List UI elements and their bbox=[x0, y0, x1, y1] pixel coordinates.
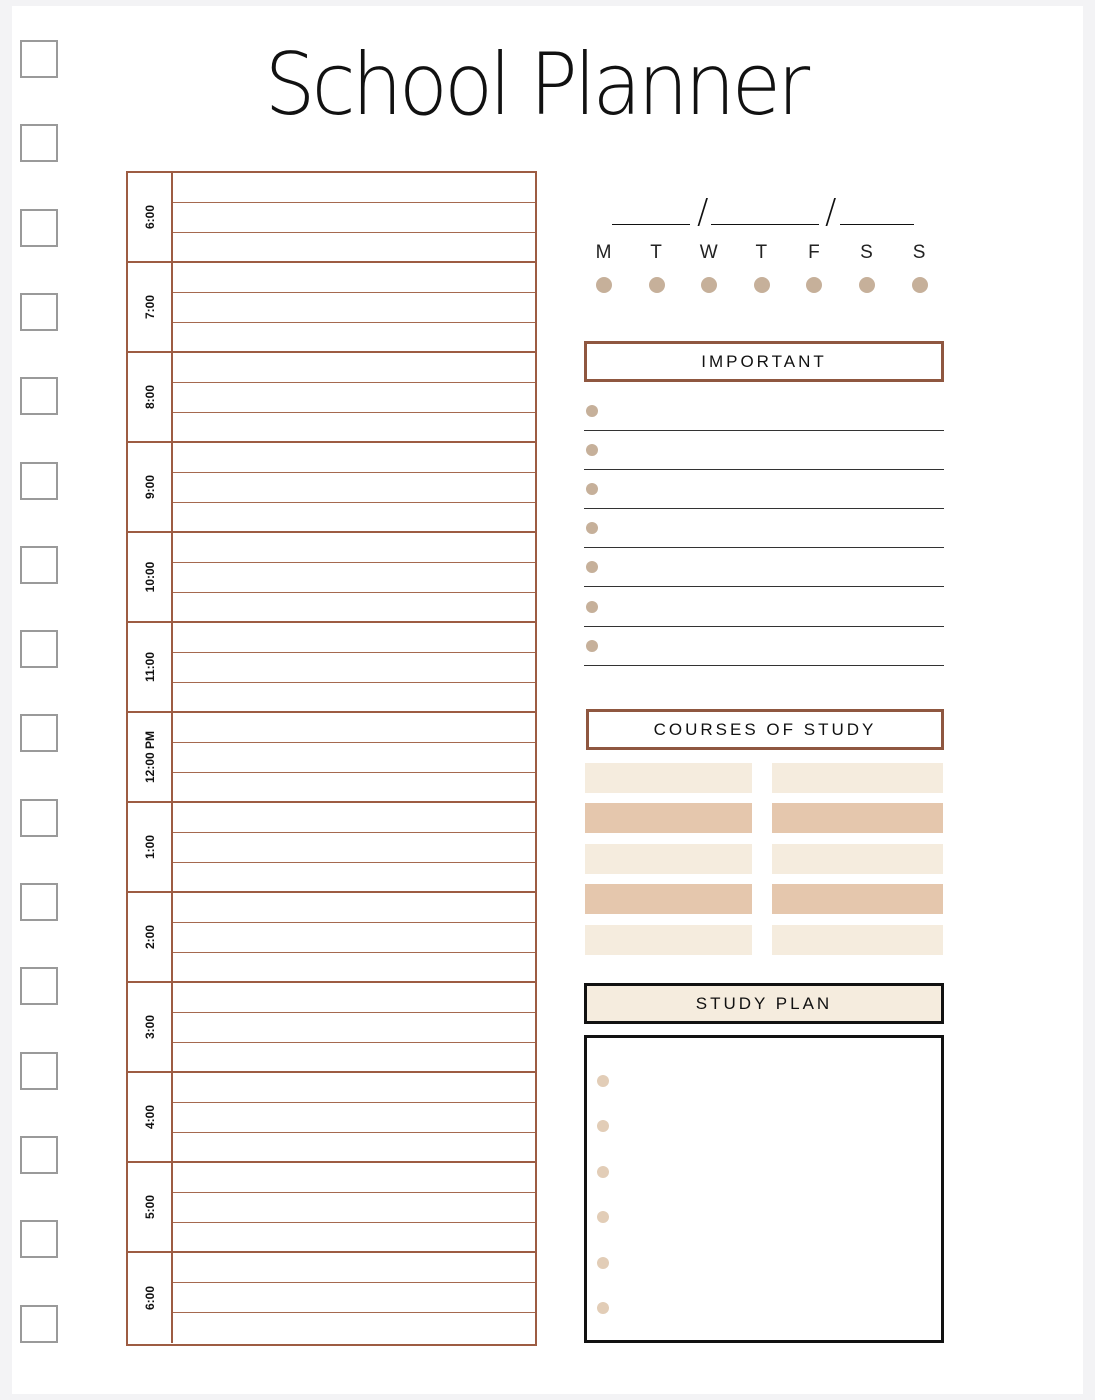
important-write-line[interactable] bbox=[584, 626, 944, 627]
time-label: 9:00 bbox=[142, 474, 157, 500]
time-label-cell bbox=[128, 1253, 173, 1343]
schedule-write-line[interactable] bbox=[173, 1192, 535, 1193]
time-label: 11:00 bbox=[142, 651, 157, 683]
binder-ring[interactable] bbox=[20, 546, 58, 584]
schedule-write-line[interactable] bbox=[173, 832, 535, 833]
schedule-write-line[interactable] bbox=[173, 1102, 535, 1103]
time-label-cell bbox=[128, 533, 173, 621]
schedule-write-line[interactable] bbox=[173, 322, 535, 323]
weekday-dot[interactable] bbox=[754, 277, 770, 293]
time-label-cell bbox=[128, 1073, 173, 1161]
binder-ring[interactable] bbox=[20, 209, 58, 247]
weekday-dot[interactable] bbox=[859, 277, 875, 293]
course-cell[interactable] bbox=[772, 884, 943, 914]
time-label: 4:00 bbox=[142, 1104, 157, 1130]
time-label-cell bbox=[128, 713, 173, 801]
weekday-dot[interactable] bbox=[596, 277, 612, 293]
weekday-label: F bbox=[808, 242, 821, 263]
time-slot bbox=[128, 713, 535, 803]
schedule-write-line[interactable] bbox=[173, 502, 535, 503]
study-plan-bullet-icon bbox=[597, 1257, 609, 1269]
time-slot bbox=[128, 1163, 535, 1253]
study-plan-box[interactable] bbox=[584, 1035, 944, 1343]
important-write-line[interactable] bbox=[584, 586, 944, 587]
time-label-cell bbox=[128, 983, 173, 1071]
schedule-write-line[interactable] bbox=[173, 922, 535, 923]
weekday-label: T bbox=[755, 242, 769, 263]
binder-ring[interactable] bbox=[20, 1136, 58, 1174]
course-cell[interactable] bbox=[585, 763, 752, 793]
schedule-write-line[interactable] bbox=[173, 202, 535, 203]
weekday-label: T bbox=[650, 242, 663, 263]
time-slot bbox=[128, 623, 535, 713]
time-slot bbox=[128, 983, 535, 1073]
binder-ring[interactable] bbox=[20, 1305, 58, 1343]
schedule-write-line[interactable] bbox=[173, 862, 535, 863]
schedule-write-line[interactable] bbox=[173, 682, 535, 683]
time-slot bbox=[128, 263, 535, 353]
course-cell[interactable] bbox=[585, 844, 752, 874]
schedule-write-line[interactable] bbox=[173, 1042, 535, 1043]
bullet-icon bbox=[586, 405, 598, 417]
weekday-dot[interactable] bbox=[649, 277, 665, 293]
binder-ring[interactable] bbox=[20, 1052, 58, 1090]
binder-ring[interactable] bbox=[20, 883, 58, 921]
time-slot bbox=[128, 533, 535, 623]
time-label-cell bbox=[128, 443, 173, 531]
schedule-write-line[interactable] bbox=[173, 412, 535, 413]
time-label: 7:00 bbox=[142, 294, 157, 320]
time-label: 1:00 bbox=[142, 834, 157, 860]
weekday-label: W bbox=[699, 242, 719, 263]
course-cell[interactable] bbox=[585, 925, 752, 955]
time-label-cell bbox=[128, 263, 173, 351]
schedule-write-line[interactable] bbox=[173, 562, 535, 563]
date-month-line[interactable] bbox=[612, 224, 690, 225]
time-label: 8:00 bbox=[142, 384, 157, 410]
weekday-label: M bbox=[595, 242, 613, 263]
time-slot bbox=[128, 443, 535, 533]
binder-ring[interactable] bbox=[20, 630, 58, 668]
binder-ring[interactable] bbox=[20, 1220, 58, 1258]
time-label: 6:00 bbox=[142, 204, 157, 230]
schedule-write-line[interactable] bbox=[173, 1282, 535, 1283]
schedule-write-line[interactable] bbox=[173, 1132, 535, 1133]
binder-ring[interactable] bbox=[20, 124, 58, 162]
binder-ring[interactable] bbox=[20, 799, 58, 837]
important-write-line[interactable] bbox=[584, 665, 944, 666]
schedule-write-line[interactable] bbox=[173, 652, 535, 653]
time-slot bbox=[128, 803, 535, 893]
time-label-cell bbox=[128, 173, 173, 261]
time-label: 10:00 bbox=[142, 561, 157, 593]
schedule-write-line[interactable] bbox=[173, 772, 535, 773]
weekday-label: S bbox=[860, 242, 874, 263]
page-title: School Planner bbox=[264, 35, 807, 135]
schedule-write-line[interactable] bbox=[173, 292, 535, 293]
important-write-line[interactable] bbox=[584, 469, 944, 470]
schedule-write-line[interactable] bbox=[173, 382, 535, 383]
time-label: 12:00 PM bbox=[142, 730, 157, 784]
study-plan-bullet-icon bbox=[597, 1166, 609, 1178]
course-cell[interactable] bbox=[772, 763, 943, 793]
schedule-write-line[interactable] bbox=[173, 232, 535, 233]
time-label: 2:00 bbox=[142, 924, 157, 950]
course-cell[interactable] bbox=[585, 884, 752, 914]
time-label: 5:00 bbox=[142, 1194, 157, 1220]
schedule-write-line[interactable] bbox=[173, 1012, 535, 1013]
binder-ring[interactable] bbox=[20, 714, 58, 752]
date-slash-icon: / bbox=[697, 192, 709, 232]
binder-ring[interactable] bbox=[20, 293, 58, 331]
study-plan-header: STUDY PLAN bbox=[584, 983, 944, 1024]
binder-ring[interactable] bbox=[20, 377, 58, 415]
time-label-cell bbox=[128, 623, 173, 711]
time-slot bbox=[128, 173, 535, 263]
time-label-cell bbox=[128, 893, 173, 981]
schedule-write-line[interactable] bbox=[173, 1312, 535, 1313]
weekday-dot[interactable] bbox=[912, 277, 928, 293]
date-day-line[interactable] bbox=[711, 224, 819, 225]
important-header: IMPORTANT bbox=[584, 341, 944, 382]
schedule-write-line[interactable] bbox=[173, 1222, 535, 1223]
time-slot bbox=[128, 353, 535, 443]
schedule-write-line[interactable] bbox=[173, 592, 535, 593]
hourly-schedule bbox=[126, 171, 537, 1346]
study-plan-bullet-icon bbox=[597, 1075, 609, 1087]
course-cell[interactable] bbox=[772, 844, 943, 874]
schedule-write-line[interactable] bbox=[173, 472, 535, 473]
time-label-cell bbox=[128, 353, 173, 441]
time-label: 3:00 bbox=[142, 1014, 157, 1040]
binder-ring[interactable] bbox=[20, 462, 58, 500]
schedule-write-line[interactable] bbox=[173, 952, 535, 953]
bullet-icon bbox=[586, 640, 598, 652]
time-label-cell bbox=[128, 803, 173, 891]
course-cell[interactable] bbox=[772, 925, 943, 955]
date-year-line[interactable] bbox=[840, 224, 914, 225]
time-slot bbox=[128, 1073, 535, 1163]
course-cell[interactable] bbox=[772, 803, 943, 833]
bullet-icon bbox=[586, 601, 598, 613]
courses-header: COURSES OF STUDY bbox=[586, 709, 944, 750]
time-label-cell bbox=[128, 1163, 173, 1251]
course-cell[interactable] bbox=[585, 803, 752, 833]
weekday-label: S bbox=[912, 242, 927, 263]
date-slash-icon: / bbox=[825, 192, 837, 232]
study-plan-bullet-icon bbox=[597, 1302, 609, 1314]
important-write-line[interactable] bbox=[584, 508, 944, 509]
bullet-icon bbox=[586, 444, 598, 456]
binder-ring[interactable] bbox=[20, 967, 58, 1005]
important-write-line[interactable] bbox=[584, 430, 944, 431]
time-label: 6:00 bbox=[142, 1285, 157, 1311]
time-slot bbox=[128, 893, 535, 983]
schedule-write-line[interactable] bbox=[173, 742, 535, 743]
important-write-line[interactable] bbox=[584, 547, 944, 548]
time-slot bbox=[128, 1253, 535, 1343]
